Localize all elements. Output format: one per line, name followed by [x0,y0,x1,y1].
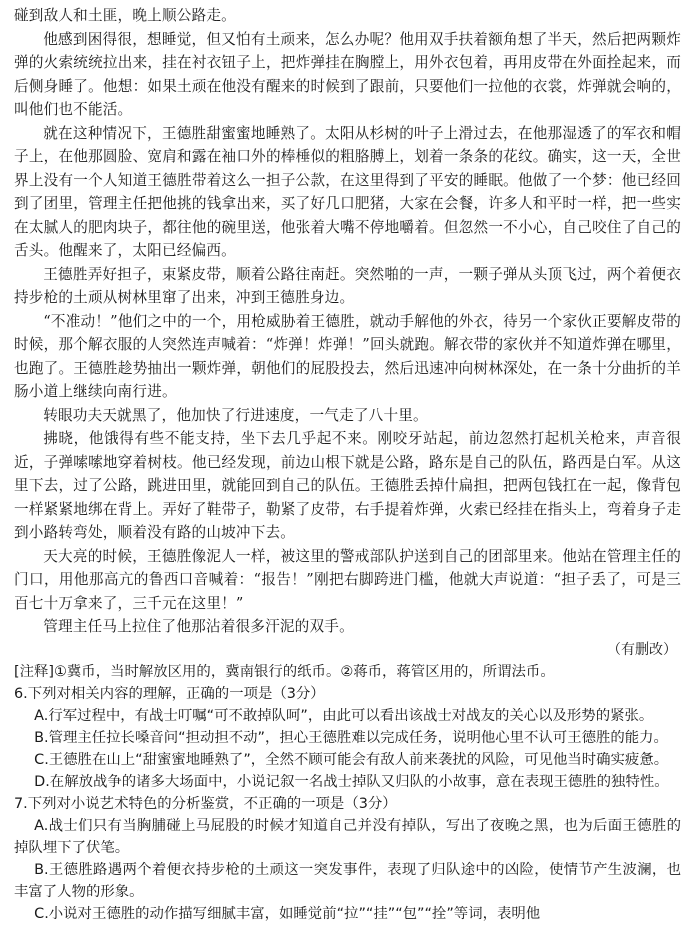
story-paragraph: “不准动！”他们之中的一个，用枪威胁着王德胜，就动手解他的外衣，待另一个家伙正要解皮带的时候，那个解衣服的人突然连声喊着：“炸弹！炸弹！”回头就跑。解衣带的家伙并不知道炸弹在哪里，也跑了。王德胜趁势抽出一颗炸弹，朝他们的屁股投去，然后迅速冲向树林深处，在一条十分曲折的羊肠小道上继续向南行进。 [14,312,681,400]
question-7-option-c: C.小说对王德胜的动作描写细腻丰富，如睡觉前“拉”“挂”“包”“拴”等词，表明他 [34,905,541,922]
story-text [14,4,681,639]
story-paragraph: 王德胜弄好担子，束紧皮带，顺着公路往南赶。突然啪的一声，一颗子弹从头顶飞过，两个着便衣持步枪的土顽从树林里窜了出来，冲到王德胜身边。 [14,265,681,306]
annotation-note: [注释]①冀币，当时解放区用的，冀南银行的纸币。②蒋币，蒋管区用的，所谓法币。 [14,663,555,680]
story-paragraph: 转眼功夫天就黑了，他加快了行进速度，一气走了八十里。 [43,406,428,424]
story-paragraph: 管理主任马上拉住了他那沾着很多汗泥的双手。 [43,618,354,635]
question-6-option-c: C.王德胜在山上“甜蜜蜜地睡熟了”，全然不顾可能会有敌人前来袭扰的风险，可见他当时确实疲惫。 [34,751,669,768]
story-paragraph: 拂晓，他饿得有些不能支持，坐下去几乎起不来。刚咬牙站起，前边忽然打起机关枪来，声音很近，子弹嗦嗦地穿着树枝。他已经发现，前边山根下就是公路，路东是自己的队伍，路西是白军。从这里下去，过了公路，跳进田里，就能回到自己的队伍。王德胜丢掉什扁担，把两包钱扛在一起，像背包一样紧紧地绑在背上。弄好了鞋带子，勒紧了皮带，右手提着炸弹，火索已经挂在指头上，弯着身子走到小路转弯处，顺着没有路的山坡冲下去。 [14,430,681,541]
abridged-credit: （有删改） [607,641,677,658]
story-paragraph: 他感到困得很，想睡觉，但又怕有土顽来，怎么办呢？他用双手扶着额角想了半天，然后把两颗炸弹的火索统统拉出来，挂在衬衣钮子上，把炸弹挂在胸膛上，用外衣包着，再用皮带在外面拴起来，而后侧身睡了。他想：如果土顽在他没有醒来的时候到了跟前，只要他们一拉他的衣裳，炸弹就会响的，叫他们也不能活。 [14,30,681,118]
question-7-stem: 7.下列对小说艺术特色的分析鉴赏，不正确的一项是（3分） [14,795,397,812]
question-6-option-b: B.管理主任拉长嗓音问“担动担不动”，担心王德胜难以完成任务，说明他心里不认可王德胜的能力。 [34,729,668,746]
story-paragraph: 碰到敌人和土匪，晚上顺公路走。 [14,7,236,24]
story-paragraph: 天大亮的时候，王德胜像泥人一样，被这里的警戒部队护送到自己的团部里来。他站在管理主任的门口，用他那高亢的鲁西口音喊着：“报告！”刚把右脚跨进门槛，他就大声说道：“担子丢了，可是三百七十万拿来了，三千元在这里！” [14,547,681,612]
questions [14,661,681,925]
question-7-option-b: B.王德胜路遇两个着便衣持步枪的土顽这一突发事件，表现了归队途中的凶险，使情节产生波澜，也丰富了人物的形象。 [14,861,681,900]
question-6-option-a: A.行军过程中，有战士叮嘱“可不敢掉队呵”，由此可以看出该战士对战友的关心以及形势的紧张。 [34,707,654,724]
question-7-option-a: A.战士们只有当胸脯碰上马屁股的时候才知道自己并没有掉队，写出了夜晚之黑，也为后面王德胜的掉队埋下了伏笔。 [14,817,681,856]
story-paragraph: 就在这种情况下，王德胜甜蜜蜜地睡熟了。太阳从杉树的叶子上滑过去，在他那湿透了的军衣和帽子上，在他那圆脸、宽肩和露在袖口外的棒棰似的粗胳膊上，划着一条条的花纹。确实，这一天，全世界上没有一个人知道王德胜带着这么一担子公款，在这里得到了平安的睡眠。他做了一个梦：他已经回到了团里，管理主任把他挑的钱拿出来，买了好几口肥猪，大家在会餐，许多人和平时一样，把一些实在太腻人的肥肉块子，都往他的碗里送，他张着大嘴不停地嚼着。但忽然一不小心，自己咬住了自己的舌头。他醒来了，太阳已经偏西。 [14,124,681,259]
question-6-option-d: D.在解放战争的诸多大场面中，小说记叙一名战士掉队又归队的小故事，意在表现王德胜的独特性。 [34,773,669,790]
question-6-stem: 6.下列对相关内容的理解，正确的一项是（3分） [14,685,325,702]
